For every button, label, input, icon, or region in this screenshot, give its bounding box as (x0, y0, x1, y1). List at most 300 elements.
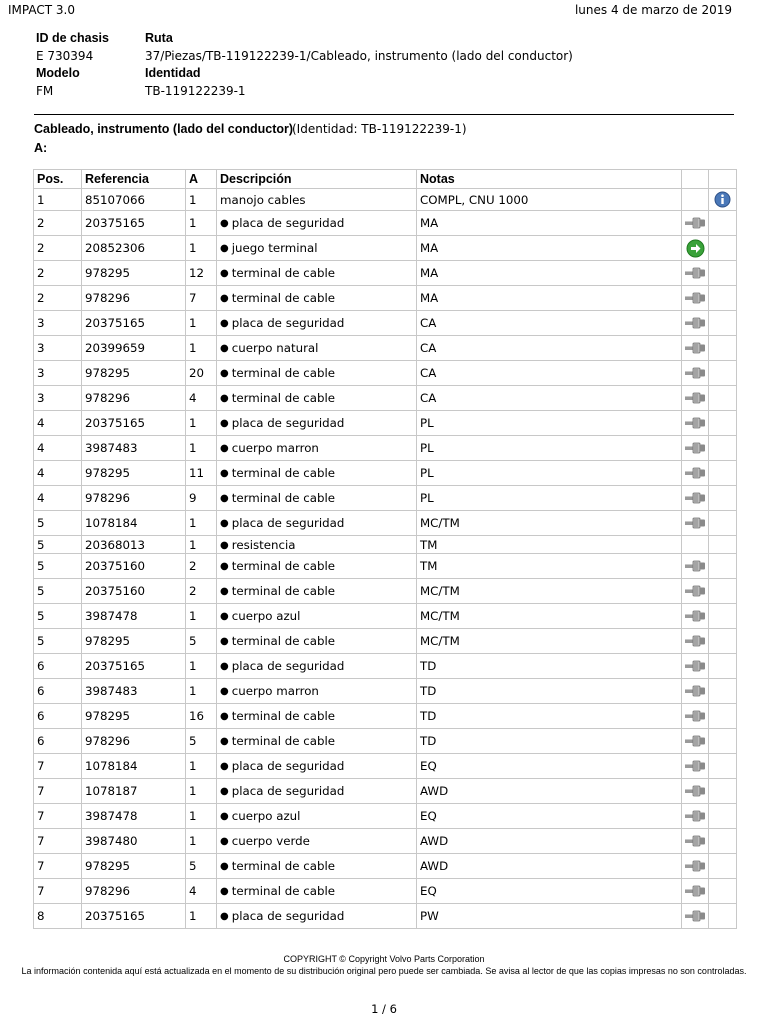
cell-notes-text: EQ (420, 809, 437, 823)
cell-ref-text: 85107066 (85, 192, 146, 207)
cell-notes (417, 236, 682, 261)
cell-ref (82, 904, 186, 929)
table-row (34, 604, 737, 629)
table-row (34, 704, 737, 729)
table-row (34, 904, 737, 929)
tool-icon[interactable] (684, 266, 706, 280)
cell-ref-text: 20852306 (85, 241, 146, 255)
cell-pos (34, 336, 82, 361)
bullet-icon: ● (220, 736, 229, 747)
cell-a (186, 336, 217, 361)
tool-icon[interactable] (684, 441, 706, 455)
cell-icon1 (682, 511, 709, 536)
metadata-block (36, 31, 736, 101)
cell-icon1 (682, 804, 709, 829)
tool-icon[interactable] (684, 884, 706, 898)
cell-ref-text: 20399659 (85, 341, 146, 355)
cell-pos-text: 7 (37, 784, 45, 798)
cell-ref-text: 978296 (85, 734, 131, 748)
cell-ref-text: 978295 (85, 859, 131, 873)
route-label: Ruta (145, 31, 173, 45)
tool-icon[interactable] (684, 341, 706, 355)
cell-pos (34, 411, 82, 436)
cell-notes-text: PW (420, 909, 439, 923)
cell-notes-text: TD (420, 659, 437, 673)
tool-icon[interactable] (684, 634, 706, 648)
cell-pos-text: 5 (37, 634, 45, 648)
cell-a (186, 579, 217, 604)
cell-notes-text: TD (420, 709, 437, 723)
table-row (34, 286, 737, 311)
cell-a (186, 729, 217, 754)
cell-notes-text: MC/TM (420, 516, 460, 530)
cell-desc-text: juego terminal (231, 241, 318, 255)
cell-icon1 (682, 211, 709, 236)
header-divider (34, 114, 734, 115)
cell-desc-text: terminal de cable (231, 559, 335, 573)
col-header-desc: Descripción (217, 170, 417, 189)
cell-ref (82, 579, 186, 604)
cell-desc-text: terminal de cable (231, 291, 335, 305)
cell-notes (417, 679, 682, 704)
cell-pos (34, 829, 82, 854)
table-row (34, 411, 737, 436)
cell-ref-text: 20375165 (85, 909, 146, 923)
cell-notes (417, 829, 682, 854)
cell-icon2 (709, 286, 737, 311)
cell-a (186, 411, 217, 436)
cell-ref (82, 211, 186, 236)
bullet-icon: ● (220, 886, 229, 897)
cell-notes-text: CA (420, 316, 437, 330)
cell-notes (417, 554, 682, 579)
cell-ref (82, 604, 186, 629)
cell-notes-text: EQ (420, 884, 437, 898)
cell-pos (34, 779, 82, 804)
bullet-icon: ● (220, 468, 229, 479)
cell-desc (217, 386, 417, 411)
cell-desc (217, 461, 417, 486)
cell-pos-text: 3 (37, 316, 45, 330)
cell-pos-text: 7 (37, 859, 45, 873)
cell-ref (82, 261, 186, 286)
cell-icon2 (709, 879, 737, 904)
cell-pos (34, 311, 82, 336)
tool-icon[interactable] (684, 491, 706, 505)
cell-notes (417, 286, 682, 311)
cell-icon2 (709, 829, 737, 854)
cell-pos (34, 211, 82, 236)
col-header-icon1 (682, 170, 709, 189)
cell-pos-text: 2 (37, 291, 45, 305)
bullet-icon: ● (220, 561, 229, 572)
cell-notes-text: CA (420, 366, 437, 380)
cell-desc (217, 729, 417, 754)
cell-notes (417, 629, 682, 654)
section-title: Cableado, instrumento (lado del conductor) (34, 122, 294, 136)
cell-desc (217, 779, 417, 804)
cell-icon1 (682, 829, 709, 854)
cell-a-text: 20 (189, 366, 205, 380)
cell-desc-text: cuerpo natural (231, 341, 319, 355)
cell-ref-text: 20375165 (85, 416, 146, 430)
cell-icon1 (682, 286, 709, 311)
cell-pos-text: 2 (37, 241, 45, 255)
cell-a-text: 1 (189, 537, 197, 552)
cell-icon2 (709, 461, 737, 486)
cell-icon1 (682, 536, 709, 554)
cell-ref (82, 729, 186, 754)
cell-ref (82, 779, 186, 804)
table-row (34, 336, 737, 361)
cell-desc (217, 336, 417, 361)
cell-desc (217, 854, 417, 879)
cell-notes-text: TD (420, 734, 437, 748)
cell-a-text: 4 (189, 884, 197, 898)
cell-desc-text: cuerpo azul (231, 609, 301, 623)
cell-notes-text: PL (420, 466, 434, 480)
cell-a (186, 604, 217, 629)
table-row (34, 311, 737, 336)
cell-icon2 (709, 336, 737, 361)
cell-desc (217, 704, 417, 729)
cell-pos-text: 2 (37, 216, 45, 230)
cell-desc (217, 511, 417, 536)
cell-notes (417, 361, 682, 386)
cell-icon1 (682, 604, 709, 629)
tool-icon[interactable] (684, 216, 706, 230)
cell-desc (217, 411, 417, 436)
cell-icon1 (682, 579, 709, 604)
cell-desc (217, 261, 417, 286)
tool-icon[interactable] (684, 759, 706, 773)
cell-icon2 (709, 604, 737, 629)
cell-ref (82, 829, 186, 854)
table-row (34, 679, 737, 704)
tool-icon[interactable] (684, 659, 706, 673)
info-icon[interactable] (714, 192, 731, 206)
cell-icon1 (682, 729, 709, 754)
cell-desc-text: placa de seguridad (231, 516, 345, 530)
cell-a (186, 679, 217, 704)
table-row (34, 729, 737, 754)
footer (20, 953, 748, 977)
cell-ref-text: 978296 (85, 391, 131, 405)
cell-ref (82, 654, 186, 679)
cell-pos-text: 5 (37, 584, 45, 598)
cell-icon1 (682, 854, 709, 879)
tool-icon[interactable] (684, 559, 706, 573)
cell-desc (217, 604, 417, 629)
table-row (34, 654, 737, 679)
cell-a-text: 11 (189, 466, 205, 480)
cell-ref (82, 486, 186, 511)
cell-ref-text: 978295 (85, 709, 131, 723)
cell-pos (34, 286, 82, 311)
page-number: 1 / 6 (371, 1002, 397, 1016)
cell-desc-text: cuerpo marron (231, 441, 319, 455)
cell-icon1 (682, 236, 709, 261)
tool-icon[interactable] (684, 734, 706, 748)
cell-ref-text: 978295 (85, 366, 131, 380)
cell-notes (417, 904, 682, 929)
col-header-icon2 (709, 170, 737, 189)
cell-ref-text: 20375165 (85, 659, 146, 673)
bullet-icon: ● (220, 811, 229, 822)
bullet-icon: ● (220, 218, 229, 229)
tool-icon[interactable] (684, 909, 706, 923)
cell-a-text: 5 (189, 634, 197, 648)
cell-pos (34, 386, 82, 411)
cell-notes (417, 336, 682, 361)
arrow-right-icon[interactable] (686, 241, 705, 255)
cell-icon2 (709, 729, 737, 754)
cell-ref (82, 336, 186, 361)
bullet-icon: ● (220, 493, 229, 504)
cell-ref (82, 536, 186, 554)
cell-a (186, 486, 217, 511)
cell-notes-text: MC/TM (420, 634, 460, 648)
cell-pos (34, 554, 82, 579)
tool-icon[interactable] (684, 416, 706, 430)
cell-icon1 (682, 879, 709, 904)
app-title: IMPACT 3.0 (8, 3, 75, 17)
cell-pos (34, 461, 82, 486)
cell-icon1 (682, 436, 709, 461)
tool-icon[interactable] (684, 834, 706, 848)
table-row (34, 261, 737, 286)
cell-ref (82, 511, 186, 536)
chassis-label: ID de chasis (36, 31, 109, 45)
cell-pos (34, 536, 82, 554)
cell-icon2 (709, 804, 737, 829)
cell-desc-text: terminal de cable (231, 709, 335, 723)
cell-desc (217, 679, 417, 704)
cell-pos-text: 5 (37, 516, 45, 530)
cell-pos (34, 704, 82, 729)
cell-a-text: 1 (189, 684, 197, 698)
cell-pos-text: 7 (37, 759, 45, 773)
bullet-icon: ● (220, 711, 229, 722)
cell-a (186, 461, 217, 486)
table-row (34, 536, 737, 554)
bullet-icon: ● (220, 861, 229, 872)
cell-icon2 (709, 189, 737, 211)
cell-notes-text: MA (420, 216, 439, 230)
cell-a-text: 1 (189, 241, 197, 255)
cell-icon2 (709, 536, 737, 554)
cell-pos-text: 7 (37, 884, 45, 898)
cell-pos-text: 7 (37, 834, 45, 848)
tool-icon[interactable] (684, 584, 706, 598)
col-header-notes: Notas (417, 170, 682, 189)
cell-pos-text: 2 (37, 266, 45, 280)
table-row (34, 554, 737, 579)
cell-pos-text: 6 (37, 734, 45, 748)
tool-icon[interactable] (684, 466, 706, 480)
cell-desc-text: terminal de cable (231, 266, 335, 280)
cell-ref (82, 679, 186, 704)
cell-icon1 (682, 904, 709, 929)
cell-desc-text: terminal de cable (231, 859, 335, 873)
cell-a (186, 536, 217, 554)
cell-icon2 (709, 211, 737, 236)
cell-notes (417, 486, 682, 511)
cell-icon1 (682, 189, 709, 211)
cell-desc-text: cuerpo marron (231, 684, 319, 698)
cell-pos-text: 4 (37, 441, 45, 455)
cell-desc (217, 879, 417, 904)
cell-pos-text: 5 (37, 559, 45, 573)
cell-desc-text: cuerpo verde (231, 834, 310, 848)
cell-pos (34, 261, 82, 286)
cell-ref (82, 804, 186, 829)
tool-icon[interactable] (684, 609, 706, 623)
cell-desc-text: manojo cables (220, 192, 306, 207)
cell-icon2 (709, 854, 737, 879)
table-row (34, 461, 737, 486)
cell-notes (417, 879, 682, 904)
cell-icon2 (709, 629, 737, 654)
cell-a-text: 5 (189, 734, 197, 748)
cell-ref (82, 311, 186, 336)
cell-ref-text: 3987480 (85, 834, 138, 848)
cell-a (186, 904, 217, 929)
cell-desc (217, 236, 417, 261)
cell-pos (34, 629, 82, 654)
col-header-a: A (186, 170, 217, 189)
cell-notes-text: PL (420, 416, 434, 430)
cell-ref-text: 978296 (85, 291, 131, 305)
cell-a-text: 2 (189, 559, 197, 573)
cell-notes-text: PL (420, 441, 434, 455)
cell-notes (417, 579, 682, 604)
tool-icon[interactable] (684, 859, 706, 873)
cell-notes (417, 189, 682, 211)
cell-pos (34, 879, 82, 904)
cell-pos (34, 361, 82, 386)
cell-desc-text: terminal de cable (231, 884, 335, 898)
cell-ref-text: 1078184 (85, 759, 138, 773)
cell-pos (34, 729, 82, 754)
cell-desc-text: placa de seguridad (231, 759, 345, 773)
bullet-icon: ● (220, 539, 229, 551)
disclaimer-text: La información contenida aquí está actualizada en el momento de su distribución original pero puede ser cambiada. Se avisa al lector de que las copias impresas no son controladas. (21, 966, 747, 976)
bullet-icon: ● (220, 243, 229, 254)
cell-ref (82, 879, 186, 904)
cell-ref-text: 20368013 (85, 537, 146, 552)
cell-notes-text: MA (420, 266, 439, 280)
identity-value: TB-119122239-1 (145, 83, 246, 98)
cell-icon1 (682, 261, 709, 286)
cell-pos (34, 604, 82, 629)
cell-icon1 (682, 361, 709, 386)
tool-icon[interactable] (684, 684, 706, 698)
cell-a-text: 1 (189, 316, 197, 330)
cell-notes (417, 729, 682, 754)
print-date: lunes 4 de marzo de 2019 (574, 3, 732, 17)
cell-a (186, 511, 217, 536)
cell-desc-text: terminal de cable (231, 366, 335, 380)
tool-icon[interactable] (684, 316, 706, 330)
tool-icon[interactable] (684, 366, 706, 380)
cell-pos (34, 486, 82, 511)
cell-ref (82, 629, 186, 654)
tool-icon[interactable] (684, 709, 706, 723)
cell-a (186, 286, 217, 311)
cell-notes-text: MA (420, 241, 439, 255)
cell-desc-text: placa de seguridad (231, 216, 345, 230)
bullet-icon: ● (220, 293, 229, 304)
cell-a (186, 436, 217, 461)
cell-pos-text: 4 (37, 416, 45, 430)
cell-notes (417, 779, 682, 804)
cell-a-text: 16 (189, 709, 205, 723)
cell-desc (217, 629, 417, 654)
chassis-value: E 730394 (36, 48, 94, 63)
cell-ref (82, 286, 186, 311)
cell-notes-text: TM (420, 537, 438, 552)
cell-ref (82, 554, 186, 579)
bullet-icon: ● (220, 611, 229, 622)
cell-desc-text: terminal de cable (231, 491, 335, 505)
cell-desc (217, 189, 417, 211)
cell-a-text: 1 (189, 609, 197, 623)
cell-a-text: 5 (189, 859, 197, 873)
cell-desc (217, 579, 417, 604)
table-row (34, 779, 737, 804)
tool-icon[interactable] (684, 391, 706, 405)
table-row (34, 511, 737, 536)
tool-icon[interactable] (684, 516, 706, 530)
cell-pos (34, 436, 82, 461)
cell-desc-text: terminal de cable (231, 584, 335, 598)
cell-notes-text: AWD (420, 784, 449, 798)
cell-a-text: 7 (189, 291, 197, 305)
cell-desc-text: placa de seguridad (231, 659, 345, 673)
cell-pos-text: 6 (37, 659, 45, 673)
cell-desc (217, 211, 417, 236)
cell-icon1 (682, 629, 709, 654)
cell-a (186, 804, 217, 829)
cell-icon1 (682, 461, 709, 486)
bullet-icon: ● (220, 786, 229, 797)
cell-notes-text: CA (420, 391, 437, 405)
tool-icon[interactable] (684, 291, 706, 305)
cell-a-text: 1 (189, 341, 197, 355)
cell-notes (417, 386, 682, 411)
cell-a-text: 12 (189, 266, 205, 280)
cell-desc (217, 536, 417, 554)
tool-icon[interactable] (684, 809, 706, 823)
cell-ref-text: 3987483 (85, 441, 138, 455)
cell-icon2 (709, 704, 737, 729)
cell-desc (217, 804, 417, 829)
cell-notes-text: TD (420, 684, 437, 698)
cell-desc (217, 361, 417, 386)
cell-ref (82, 461, 186, 486)
cell-icon2 (709, 361, 737, 386)
cell-icon2 (709, 436, 737, 461)
cell-a (186, 211, 217, 236)
cell-icon2 (709, 654, 737, 679)
table-header-row (34, 170, 737, 189)
cell-notes (417, 511, 682, 536)
cell-notes-text: MC/TM (420, 609, 460, 623)
table-row (34, 579, 737, 604)
cell-a-text: 1 (189, 784, 197, 798)
tool-icon[interactable] (684, 784, 706, 798)
